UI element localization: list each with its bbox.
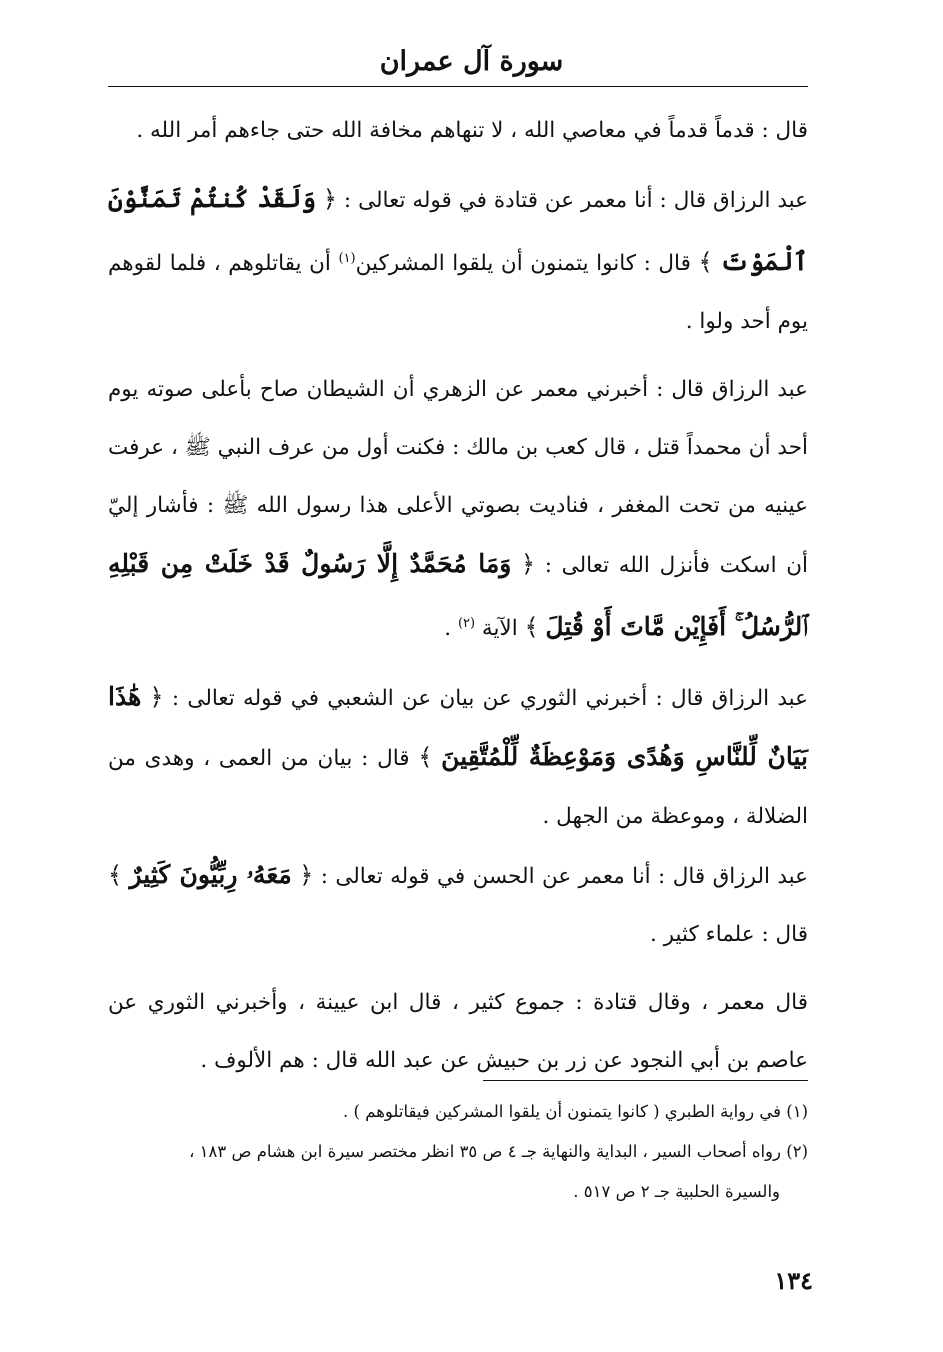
quran-close-bracket: ﴾ <box>524 613 539 642</box>
paragraph-4 <box>108 668 808 846</box>
footnote-divider <box>483 1080 808 1081</box>
footnote-text: رواه أصحاب السير ، البداية والنهاية جـ ٤ ص ٣٥ انظر مختصر سيرة ابن هشام ص ١٨٣ ، <box>189 1142 781 1161</box>
quran-verse: هَٰذَا بَيَانٌ لِّلنَّاسِ وَهُدًى وَمَوْعِظَةٌ لِّلْمُتَّقِينَ <box>108 682 808 772</box>
footnote-ref: (٢) <box>457 616 476 632</box>
footnote-number: (٢) <box>786 1142 808 1161</box>
quran-verse: وَمَا مُحَمَّدٌ إِلَّا رَسُولٌ قَدْ خَلَتْ مِن قَبْلِهِ ٱلرُّسُلُ ۚ أَفَإِيْن مَّاتَ أَوْ قُتِلَ <box>108 549 808 642</box>
quran-close-bracket: ﴾ <box>108 861 123 890</box>
header-divider <box>108 86 808 87</box>
paragraph-2 <box>108 170 808 351</box>
main-text <box>108 102 808 1090</box>
narration-middle: قال : كانوا يتمنون أن يلقوا المشركين <box>355 251 691 277</box>
page-number: ١٣٤ <box>774 1266 813 1295</box>
paragraph-6 <box>108 974 808 1090</box>
narration-intro: عبد الرزاق قال : أخبرني الثوري عن بيان عن الشعبي في قوله تعالى : <box>171 686 808 712</box>
narration-rest: أن يقاتلوهم ، فلما لقوهم يوم أحد ولوا . <box>108 251 808 335</box>
quran-verse: مَعَهُۥ رِبِّيُّونَ كَثِيرٌ <box>129 860 292 890</box>
narration-intro: عبد الرزاق قال : أنا معمر عن الحسن في قوله تعالى : <box>320 864 809 890</box>
footnote-number: (١) <box>786 1102 808 1121</box>
footnote-text: في رواية الطبري ( كانوا يتمنون أن يلقوا المشركين فيقاتلوهم ) . <box>343 1102 781 1121</box>
paragraph-text: قال معمر ، وقال قتادة : جموع كثير ، قال ابن عيينة ، وأخبرني الثوري عن عاصم بن أبي النجود عن زر بن حبيش عن عبد الله قال : هم الألوف . <box>108 990 808 1074</box>
narration-intro: عبد الرزاق قال : أخبرني معمر عن الزهري أن الشيطان صاح بأعلى صوته يوم أحد أن محمداً قتل ، قال كعب بن مالك : فكنت أول من عرف النبي ﷺ ، عرفت عينيه من تحت المغفر ، فناديت بصوتي الأعلى هذا رسول الله ﷺ : فأشار إليّ أن اسكت فأنزل الله تعالى : <box>108 377 808 579</box>
page-title: سورة آل عمران <box>379 46 564 77</box>
footnotes <box>108 1092 808 1212</box>
footnote-text: والسيرة الحلبية جـ ٢ ص ٥١٧ . <box>573 1182 780 1201</box>
quran-open-bracket: ﴿ <box>299 861 314 890</box>
narration-intro: عبد الرزاق قال : أنا معمر عن قتادة في قوله تعالى : <box>343 188 808 213</box>
quran-verse: وَلَقَدْ كُنتُمْ تَمَنَّوْنَ ٱلْمَوْتَ <box>108 184 808 277</box>
narration-rest: قال : علماء كثير . <box>650 922 808 948</box>
quran-close-bracket: ﴾ <box>418 743 433 772</box>
footnote-1 <box>108 1092 808 1132</box>
quran-close-bracket: ﴾ <box>698 248 713 277</box>
narration-rest: الآية <box>481 616 518 642</box>
paragraph-3 <box>108 361 808 658</box>
narration-rest: قال : بيان من العمى ، وهدى من الضلالة ، وموعظة من الجهل . <box>108 746 808 830</box>
footnote-2 <box>108 1132 808 1172</box>
paragraph-text: قال : قدماً قدماً في معاصي الله ، لا تنهاهم مخافة الله حتى جاءهم أمر الله . <box>136 118 808 143</box>
quran-open-bracket: ﴿ <box>521 550 536 579</box>
paragraph-5 <box>108 846 808 964</box>
quran-open-bracket: ﴿ <box>149 683 164 712</box>
footnote-2-continuation <box>108 1172 808 1212</box>
sentence-end: . <box>444 616 452 642</box>
quran-open-bracket: ﴿ <box>322 185 337 213</box>
footnote-ref: (١) <box>338 251 356 266</box>
paragraph-1 <box>108 102 808 160</box>
